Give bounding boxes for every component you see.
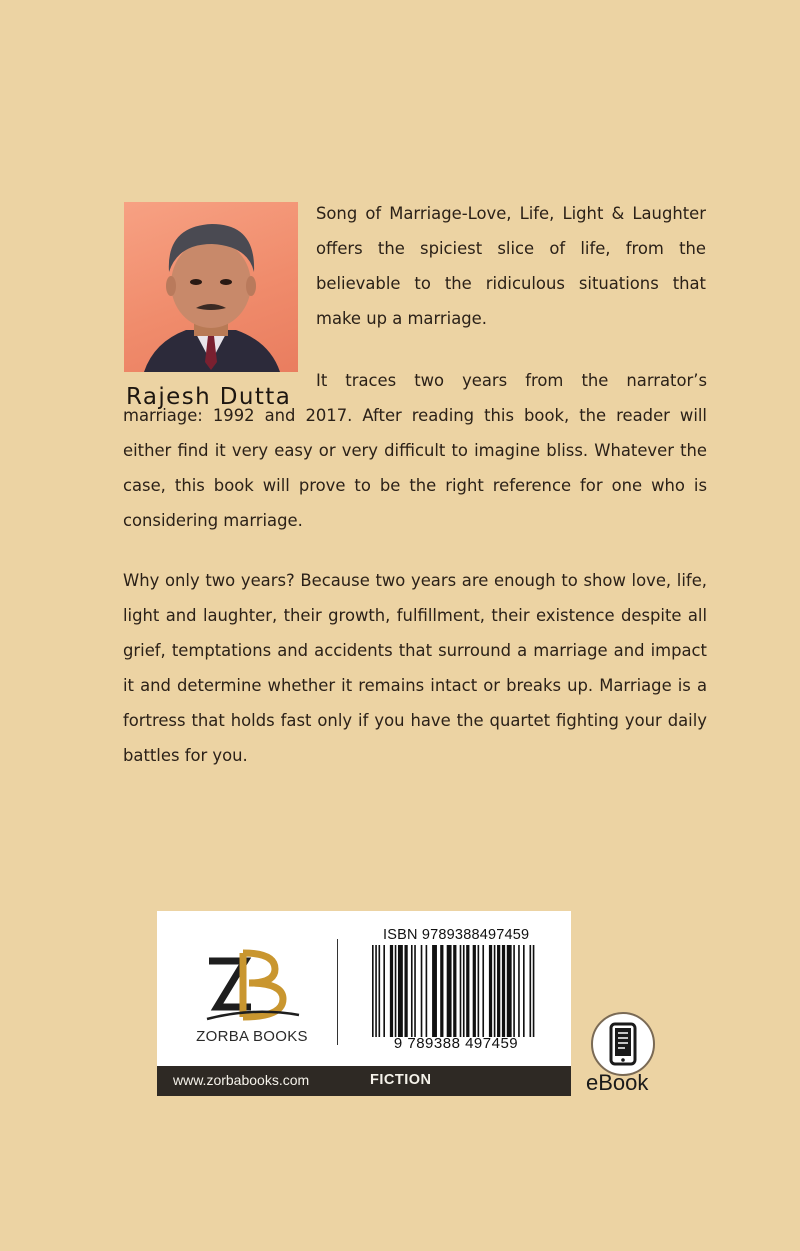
barcode-bar [398,945,403,1037]
barcode-bar [372,945,374,1037]
barcode-bar [466,945,469,1037]
panel-divider [337,939,338,1045]
isbn-digits: 9 789388 497459 [393,1035,519,1052]
genre-label: FICTION [370,1072,432,1088]
barcode-bar [378,945,380,1037]
barcode-bar [390,945,393,1037]
barcode-bar [411,945,413,1037]
barcode-bar [473,945,476,1037]
blurb-paragraph-3: Why only two years? Because two years are enough to show love, life, light and laughter, their growth, fulfillment, their existence despite all grief, temptations and accidents that surround a marriage and impact it and determine whether it remains intact or breaks up. Marriage is a fortress that holds fast only if you have the quartet fighting your daily battles for you. [123,571,707,765]
barcode-bar [507,945,512,1037]
publisher-footer-bar [157,1066,571,1096]
barcode-bar [489,945,492,1037]
barcode-bar [375,945,377,1037]
publisher-logo [205,947,301,1023]
barcode-bar [533,945,535,1037]
barcode-bar [447,945,452,1037]
barcode-bar [497,945,500,1037]
barcode-bar [482,945,484,1037]
barcode-bar [426,945,428,1037]
barcode-bar [502,945,505,1037]
ebook-label: eBook [586,1070,649,1095]
isbn-label: ISBN 9789388497459 [383,927,530,943]
barcode-bar [494,945,496,1037]
ebook-reader-icon [591,1012,655,1076]
barcode-bar [460,945,462,1037]
author-photo [124,202,298,372]
barcode-bar [440,945,443,1037]
barcode-bar [518,945,520,1037]
barcode-bar [530,945,532,1037]
barcode-bar [523,945,525,1037]
publisher-website: www.zorbabooks.com [173,1072,310,1088]
barcode-bar [383,945,385,1037]
author-portrait-illustration [124,202,298,372]
barcode-bar [414,945,416,1037]
barcode-bar [404,945,407,1037]
barcode-bar [453,945,456,1037]
barcode-bar [432,945,437,1037]
blurb-paragraph-2: It traces two years from the narrator’s marriage: 1992 and 2017. After reading this book, the reader will either find it very easy or very difficult to imagine bliss. Whatever the case, this book will prove to be the right reference for one who is considering marriage. [123,371,707,530]
barcode-bar [421,945,423,1037]
isbn-barcode [371,945,537,1037]
barcode-bar [513,945,515,1037]
barcode-bar [463,945,465,1037]
barcode-bar [395,945,397,1037]
author-name: Rajesh Dutta [126,384,292,410]
barcode-bar [478,945,480,1037]
publisher-name: ZORBA BOOKS [196,1028,308,1045]
publisher-barcode-panel [157,911,571,1066]
blurb-paragraph-1: Song of Marriage-Love, Life, Light & Laughter offers the spiciest slice of life, from the believable to the ridiculous situations that make up a marriage. [316,204,706,328]
